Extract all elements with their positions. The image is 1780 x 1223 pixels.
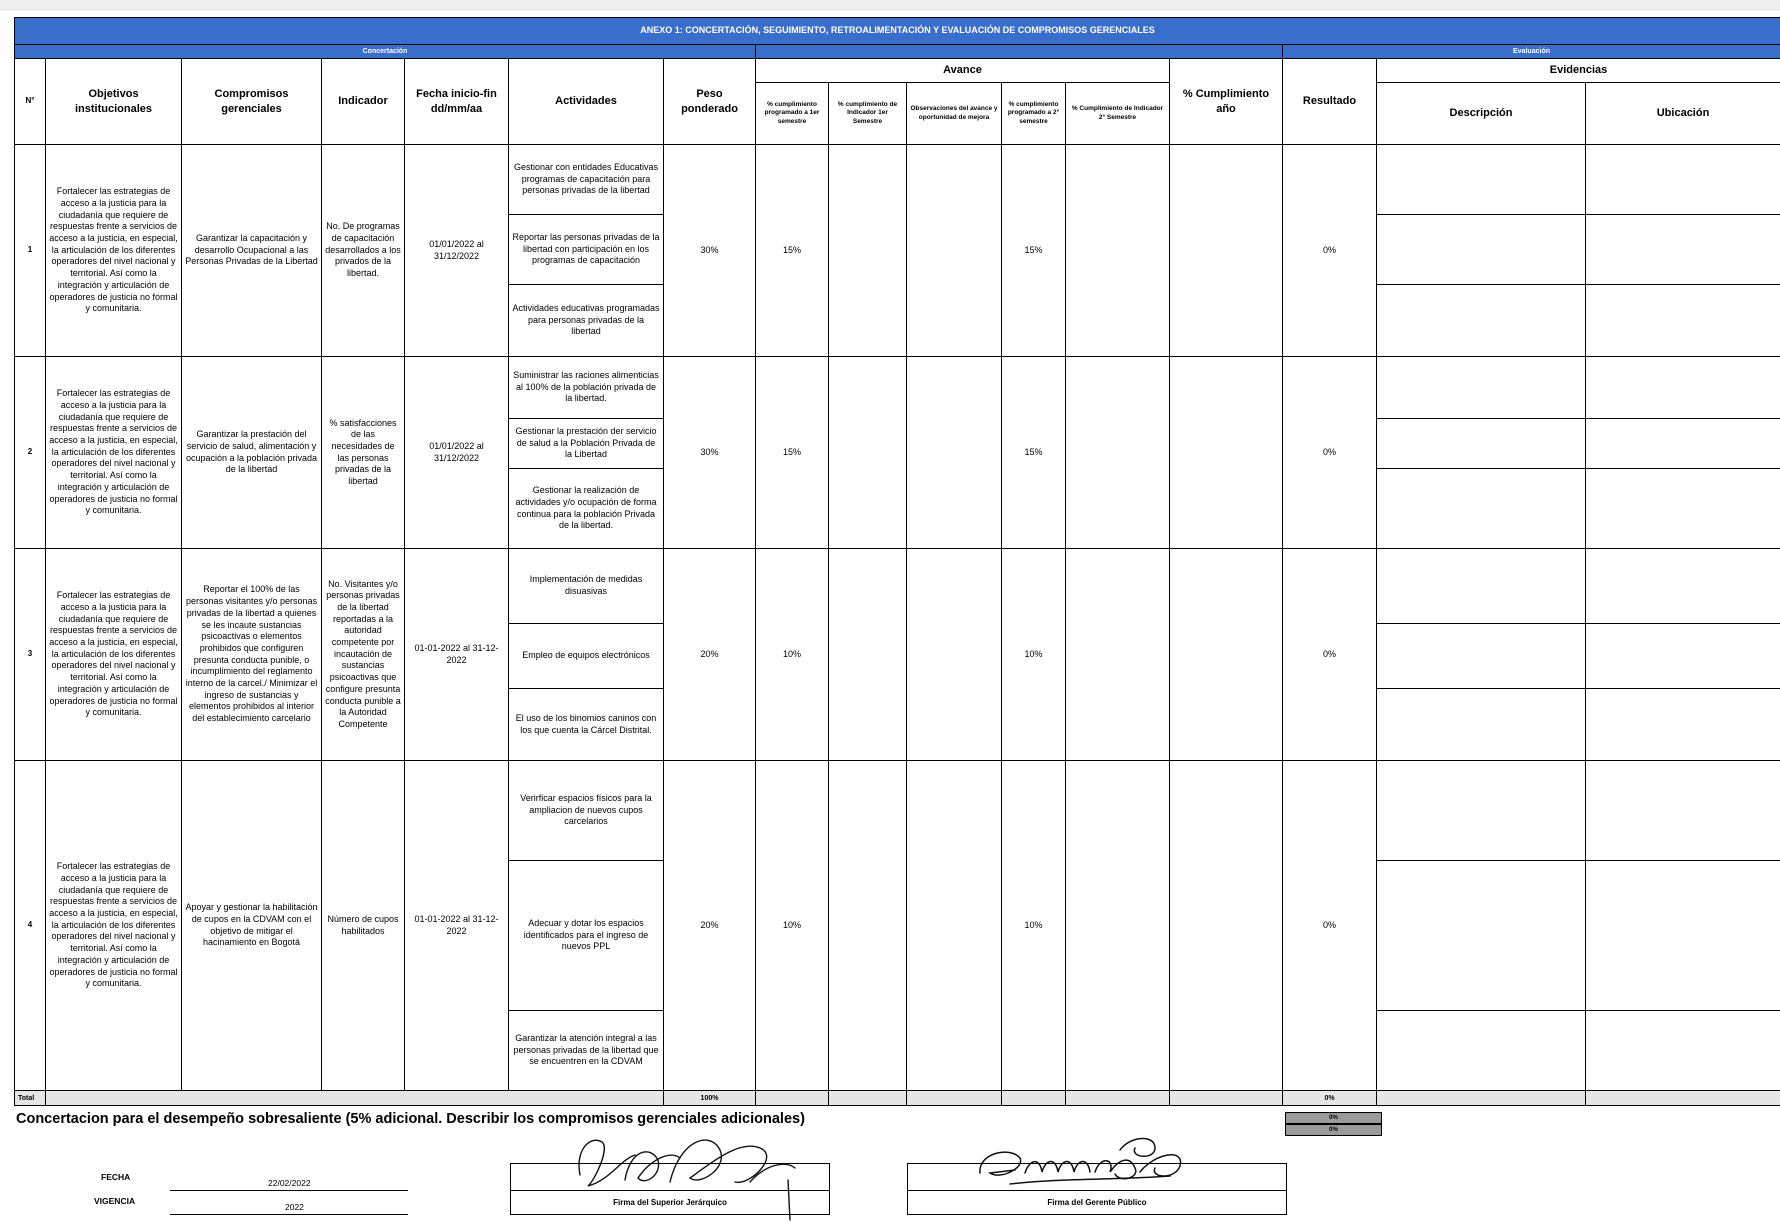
total-peso: 100% xyxy=(664,1091,756,1106)
header-cump-ind-2: % Cumplimiento de Indicador 2° Semestre xyxy=(1066,83,1170,145)
top-border xyxy=(0,0,1780,11)
actividad-cell: Gestionar la realización de actividades y/o ocupación de forma continua para la población Privada de la libertad. xyxy=(509,469,664,549)
evidencia-ubicacion-cell xyxy=(1586,357,1780,419)
cumplimiento-anio-cell xyxy=(1170,145,1283,357)
peso-cell: 30% xyxy=(664,145,756,357)
fecha-line xyxy=(170,1190,408,1191)
header-compromisos: Compromisos gerenciales xyxy=(182,59,322,145)
ind1-cell xyxy=(829,145,907,357)
evidencia-descripcion-cell xyxy=(1377,419,1586,469)
prog1-cell: 15% xyxy=(756,145,829,357)
vigencia-line xyxy=(170,1214,408,1215)
actividad-cell: Gestionar la prestación der servicio de salud a la Población Privada de la Libertad xyxy=(509,419,664,469)
resultado-cell: 0% xyxy=(1283,357,1377,549)
header-fecha: Fecha inicio-fin dd/mm/aa xyxy=(405,59,509,145)
vigencia-label: VIGENCIA xyxy=(94,1196,136,1206)
header-descripcion: Descripción xyxy=(1377,83,1586,145)
prog2-cell: 10% xyxy=(1002,549,1066,761)
vigencia-value: 2022 xyxy=(285,1202,304,1212)
header-avance: Avance xyxy=(756,59,1170,83)
peso-cell: 30% xyxy=(664,357,756,549)
actividad-cell: Implementación de medidas disuasivas xyxy=(509,549,664,624)
evidencia-descripcion-cell xyxy=(1377,145,1586,215)
actividad-cell: Reportar las personas privadas de la libertad con participación en los programas de capacitación xyxy=(509,215,664,285)
resultado-cell: 0% xyxy=(1283,761,1377,1091)
actividad-cell: Empleo de equipos electrónicos xyxy=(509,624,664,689)
prog1-cell: 15% xyxy=(756,357,829,549)
row-num: 2 xyxy=(15,357,46,549)
evidencia-ubicacion-cell xyxy=(1586,761,1780,861)
objetivo-cell: Fortalecer las estrategias de acceso a la justicia para la ciudadanía que requiere de respuestas frente a servicios de acceso a la justicia, en especial, la articulación de los diferentes operadores del nivel nacional y territorial. Así como la integración y articulación de operadores de justicia no formal y comunitaria. xyxy=(46,761,182,1091)
header-cump-prog-1: % cumplimiento programado a 1er semestre xyxy=(756,83,829,145)
header-cump-ind-1: % cumplimiento de Indicador 1er Semestre xyxy=(829,83,907,145)
ind2-cell xyxy=(1066,357,1170,549)
evidencia-ubicacion-cell xyxy=(1586,419,1780,469)
compromiso-cell: Reportar el 100% de las personas visitantes y/o personas privadas de la libertad a quienes se les incaute sustancias psicoactivas o elementos prohibidos que configuren presunta conducta punible, o incumplimiento del reglamento interno de la carcel./ Minimizar el ingreso de sustancias y elementos prohibidos al interior del establecimiento carcelario xyxy=(182,549,322,761)
prog2-cell: 10% xyxy=(1002,761,1066,1091)
ind2-cell xyxy=(1066,145,1170,357)
table-row xyxy=(15,145,1780,215)
ind2-cell xyxy=(1066,549,1170,761)
evidencia-descripcion-cell xyxy=(1377,624,1586,689)
header-num: N° xyxy=(15,59,46,145)
observaciones-cell xyxy=(907,761,1002,1091)
table-row xyxy=(15,549,1780,624)
total-resultado: 0% xyxy=(1283,1091,1377,1106)
header-actividades: Actividades xyxy=(509,59,664,145)
concertacion-note: Concertacion para el desempeño sobresaliente (5% adicional. Describir los compromisos gerenciales adicionales) xyxy=(16,1111,805,1127)
evidencia-ubicacion-cell xyxy=(1586,285,1780,357)
resultado-cell: 0% xyxy=(1283,549,1377,761)
document-title: ANEXO 1: CONCERTACIÓN, SEGUIMIENTO, RETROALIMENTACIÓN Y EVALUACIÓN DE COMPROMISOS GERENCIALES xyxy=(15,18,1780,45)
total-label: Total xyxy=(15,1091,46,1106)
prog2-cell: 15% xyxy=(1002,357,1066,549)
objetivo-cell: Fortalecer las estrategias de acceso a la justicia para la ciudadanía que requiere de respuestas frente a servicios de acceso a la justicia, en especial, la articulación de los diferentes operadores del nivel nacional y territorial. Así como la integración y articulación de operadores de justicia no formal y comunitaria. xyxy=(46,357,182,549)
ind1-cell xyxy=(829,549,907,761)
compromiso-cell: Garantizar la prestación del servicio de salud, alimentación y ocupación a la población privada de la libertad xyxy=(182,357,322,549)
total-row xyxy=(15,1091,1780,1106)
header-cumplimiento-anio: % Cumplimiento año xyxy=(1170,59,1283,145)
firma-superior-caption: Firma del Superior Jerárquico xyxy=(613,1198,727,1207)
cumplimiento-anio-cell xyxy=(1170,549,1283,761)
evidencia-ubicacion-cell xyxy=(1586,215,1780,285)
signature-gerente-icon xyxy=(970,1128,1200,1193)
evidencia-descripcion-cell xyxy=(1377,357,1586,419)
ind1-cell xyxy=(829,357,907,549)
fecha-label: FECHA xyxy=(101,1172,131,1182)
fecha-value: 22/02/2022 xyxy=(268,1178,311,1188)
evidencia-descripcion-cell xyxy=(1377,215,1586,285)
cumplimiento-anio-cell xyxy=(1170,357,1283,549)
peso-cell: 20% xyxy=(664,549,756,761)
table-row xyxy=(15,761,1780,861)
cumplimiento-anio-cell xyxy=(1170,761,1283,1091)
fecha-cell: 01-01-2022 al 31-12-2022 xyxy=(405,549,509,761)
fecha-cell: 01/01/2022 al 31/12/2022 xyxy=(405,145,509,357)
objetivo-cell: Fortalecer las estrategias de acceso a la justicia para la ciudadanía que requiere de respuestas frente a servicios de acceso a la justicia, en especial, la articulación de los diferentes operadores del nivel nacional y territorial. Así como la integración y articulación de operadores de justicia no formal y comunitaria. xyxy=(46,549,182,761)
indicador-cell: Número de cupos habilitados xyxy=(322,761,405,1091)
extra-value-1: 0% xyxy=(1285,1112,1382,1124)
extra-value-2: 0% xyxy=(1285,1124,1382,1136)
evidencia-ubicacion-cell xyxy=(1586,549,1780,624)
actividad-cell: Actividades educativas programadas para personas privadas de la libertad xyxy=(509,285,664,357)
row-num: 4 xyxy=(15,761,46,1091)
resultado-cell: 0% xyxy=(1283,145,1377,357)
compromisos-table xyxy=(14,17,1780,1106)
evidencia-ubicacion-cell xyxy=(1586,861,1780,1011)
compromiso-cell: Garantizar la capacitación y desarrollo Ocupacional a las Personas Privadas de la Libertad xyxy=(182,145,322,357)
peso-cell: 20% xyxy=(664,761,756,1091)
header-ubicacion: Ubicación xyxy=(1586,83,1780,145)
evidencia-ubicacion-cell xyxy=(1586,145,1780,215)
evidencia-descripcion-cell xyxy=(1377,761,1586,861)
compromiso-cell: Apoyar y gestionar la habilitación de cupos en la CDVAM con el objetivo de mitigar el hacinamiento en Bogotá xyxy=(182,761,322,1091)
header-indicador: Indicador xyxy=(322,59,405,145)
actividad-cell: Verirficar espacios físicos para la ampliacion de nuevos cupos carcelarios xyxy=(509,761,664,861)
fecha-cell: 01-01-2022 al 31-12-2022 xyxy=(405,761,509,1091)
header-evidencias: Evidencias xyxy=(1377,59,1780,83)
section-evaluacion: Evaluación xyxy=(1283,45,1780,59)
evidencia-descripcion-cell xyxy=(1377,861,1586,1011)
evidencia-descripcion-cell xyxy=(1377,1011,1586,1091)
actividad-cell: Suministrar las raciones alimenticias al 100% de la población privada de la libertad. xyxy=(509,357,664,419)
evidencia-descripcion-cell xyxy=(1377,469,1586,549)
objetivo-cell: Fortalecer las estrategias de acceso a la justicia para la ciudadanía que requiere de respuestas frente a servicios de acceso a la justicia, en especial, la articulación de los diferentes operadores del nivel nacional y territorial. Así como la integración y articulación de operadores de justicia no formal y comunitaria. xyxy=(46,145,182,357)
header-resultado: Resultado xyxy=(1283,59,1377,145)
ind2-cell xyxy=(1066,761,1170,1091)
evidencia-ubicacion-cell xyxy=(1586,624,1780,689)
evidencia-descripcion-cell xyxy=(1377,549,1586,624)
row-num: 1 xyxy=(15,145,46,357)
table-row xyxy=(15,357,1780,419)
actividad-cell: El uso de los binomios caninos con los que cuenta la Cárcel Distrital. xyxy=(509,689,664,761)
evidencia-descripcion-cell xyxy=(1377,285,1586,357)
signature-superior-icon xyxy=(540,1120,810,1223)
indicador-cell: No. De programas de capacitación desarrollados a los privados de la libertad. xyxy=(322,145,405,357)
fecha-cell: 01/01/2022 al 31/12/2022 xyxy=(405,357,509,549)
evidencia-ubicacion-cell xyxy=(1586,469,1780,549)
prog1-cell: 10% xyxy=(756,549,829,761)
firma-gerente-caption: Firma del Gerente Público xyxy=(1047,1198,1147,1207)
actividad-cell: Gestionar con entidades Educativas programas de capacitación para personas privadas de la libertad xyxy=(509,145,664,215)
header-objetivos: Objetivos institucionales xyxy=(46,59,182,145)
actividad-cell: Garantizar la atención integral a las personas privadas de la libertad que se encuentren en la CDVAM xyxy=(509,1011,664,1091)
header-peso: Peso ponderado xyxy=(664,59,756,145)
ind1-cell xyxy=(829,761,907,1091)
header-observaciones: Observaciones del avance y oportunidad de mejora xyxy=(907,83,1002,145)
observaciones-cell xyxy=(907,145,1002,357)
evidencia-ubicacion-cell xyxy=(1586,689,1780,761)
indicador-cell: No. Visitantes y/o personas privadas de la libertad reportadas a la autoridad competente por incautación de sustancias psicoactivas que configure presunta conducta punible a la Autoridad Competente xyxy=(322,549,405,761)
header-cump-prog-2: % cumplimiento programado a 2° semestre xyxy=(1002,83,1066,145)
section-concertacion: Concertación xyxy=(15,45,756,59)
prog1-cell: 10% xyxy=(756,761,829,1091)
indicador-cell: % satisfacciones de las necesidades de las personas privadas de la libertad xyxy=(322,357,405,549)
prog2-cell: 15% xyxy=(1002,145,1066,357)
evidencia-descripcion-cell xyxy=(1377,689,1586,761)
evidencia-ubicacion-cell xyxy=(1586,1011,1780,1091)
observaciones-cell xyxy=(907,549,1002,761)
observaciones-cell xyxy=(907,357,1002,549)
row-num: 3 xyxy=(15,549,46,761)
actividad-cell: Adecuar y dotar los espacios identificados para el ingreso de nuevos PPL xyxy=(509,861,664,1011)
